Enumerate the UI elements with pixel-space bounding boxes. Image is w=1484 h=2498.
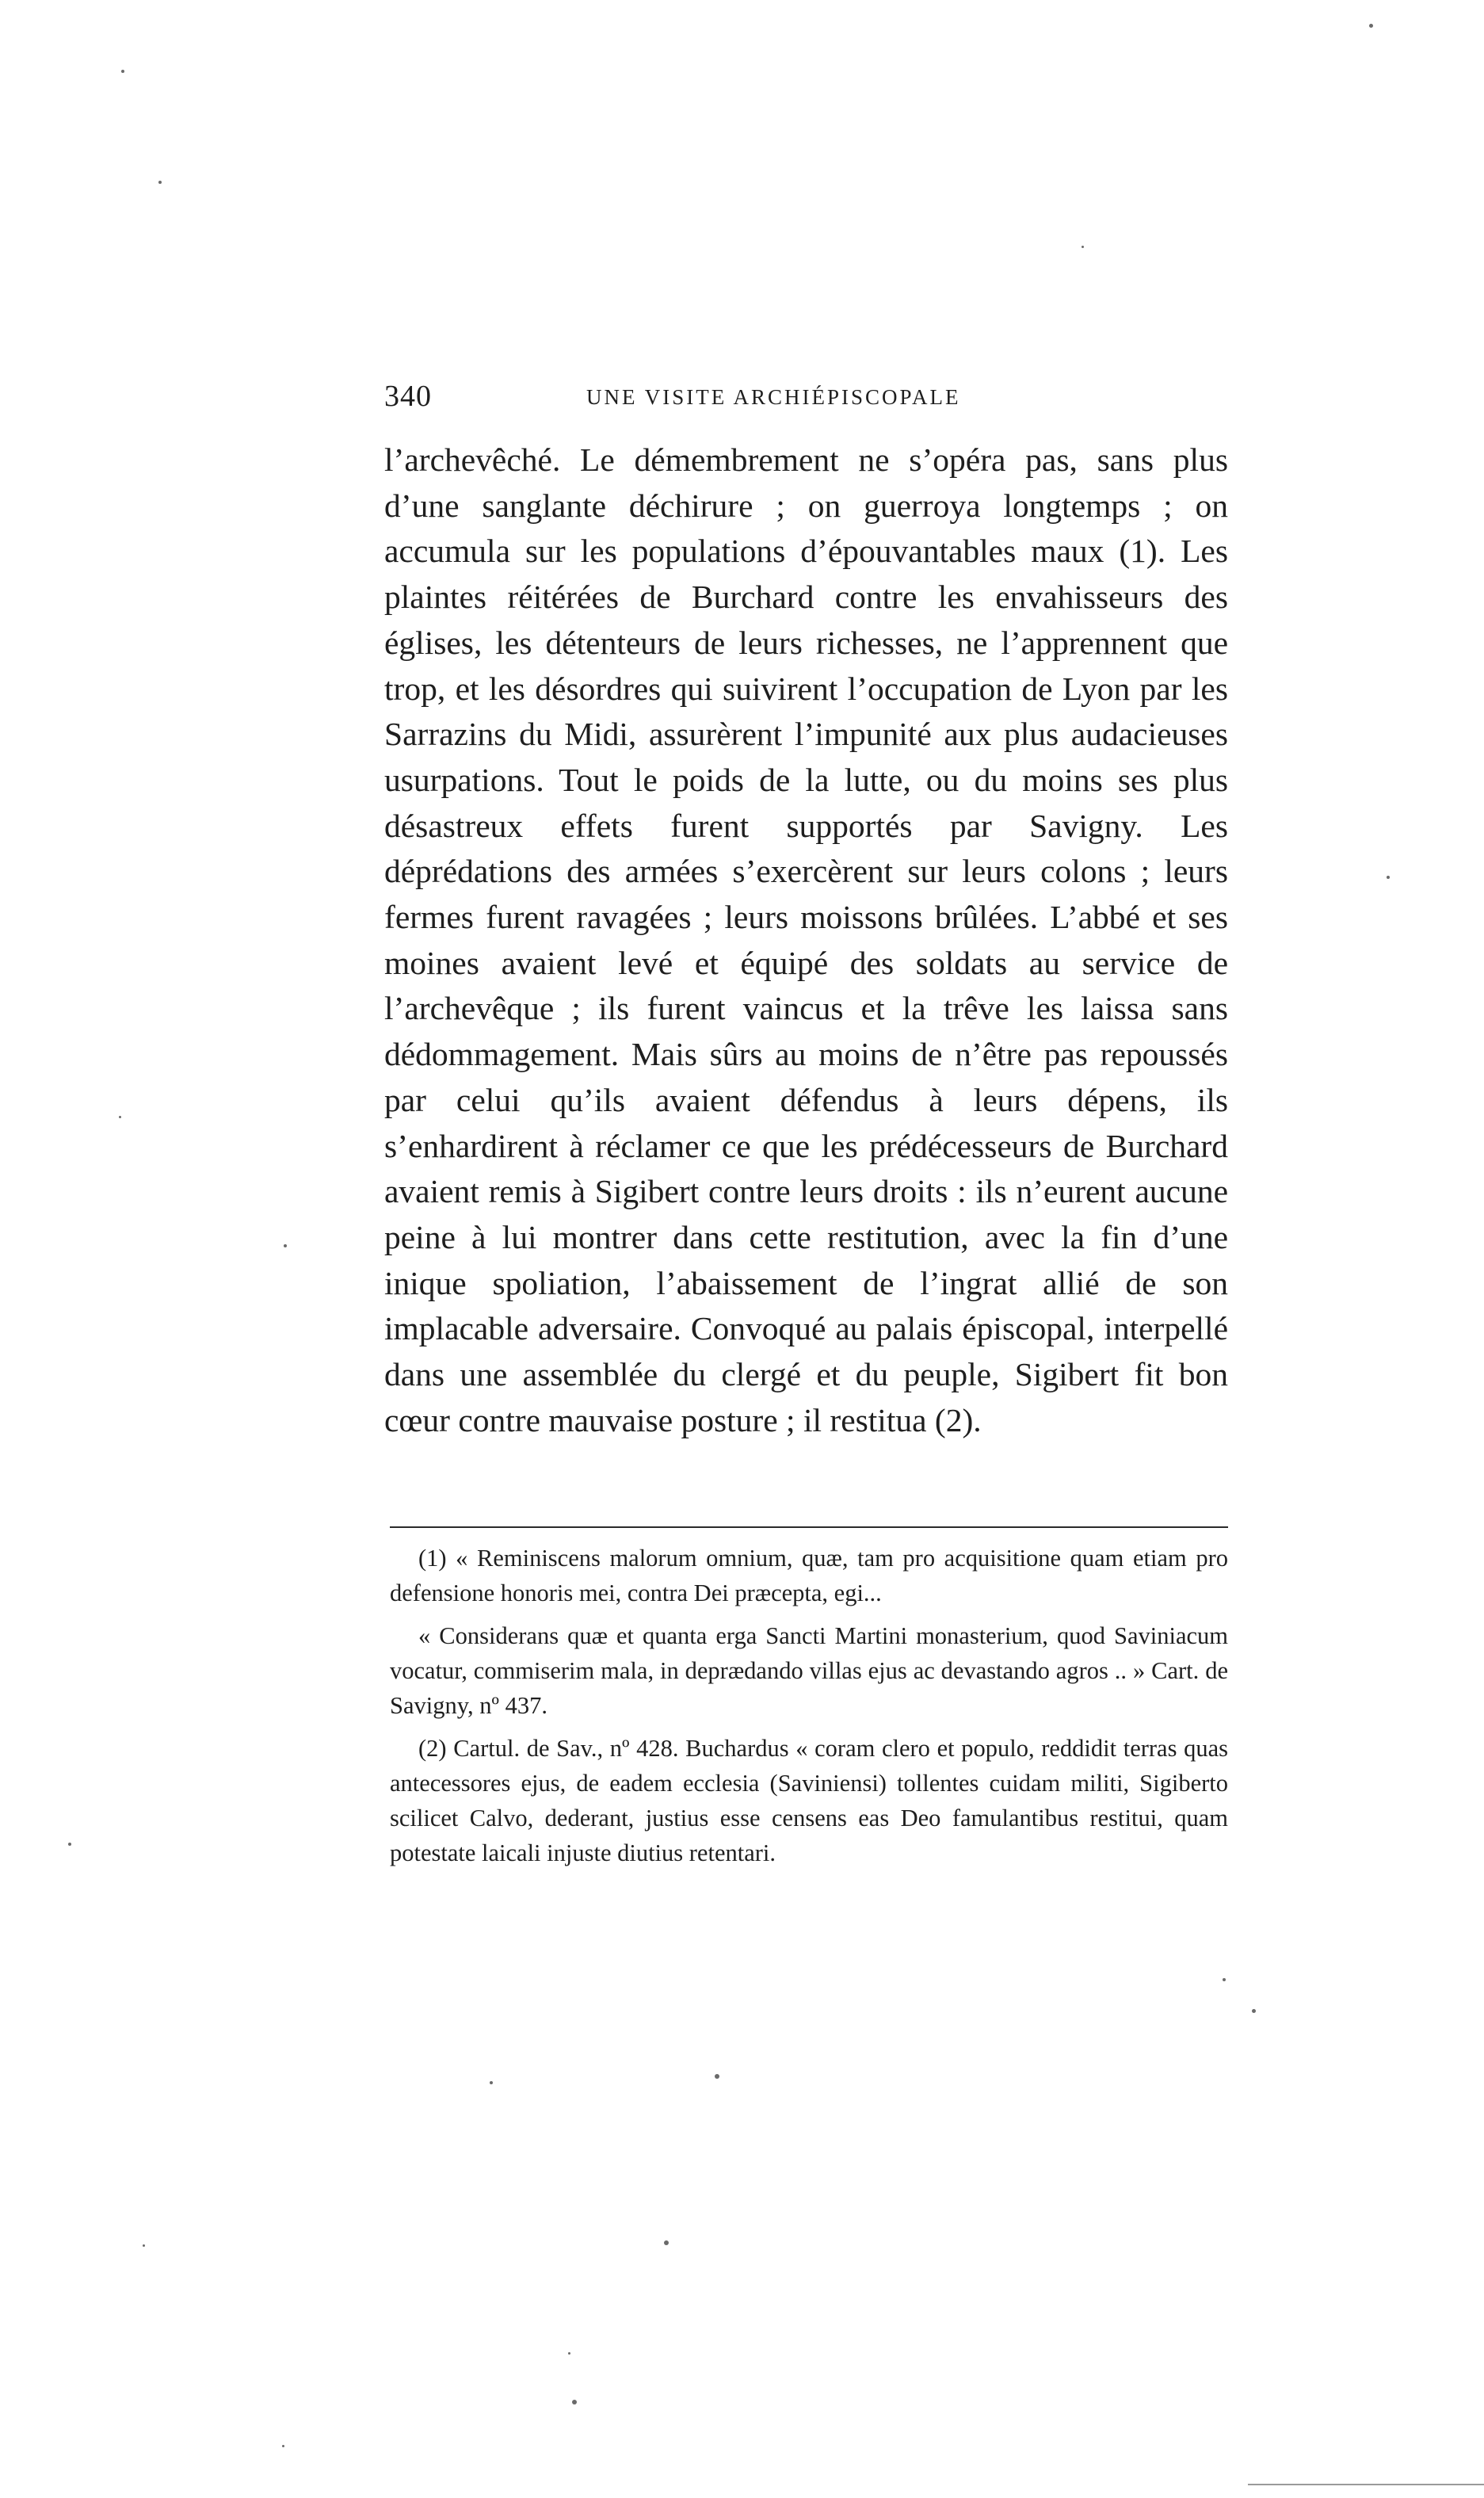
footnote-1-continued: « Considerans quæ et quanta erga Sancti Martini monasterium, quod Saviniacum vocatur, commiserim mala, in deprædando villas ejus ac devastando agros .. » Cart. de Savigny, nº 437. xyxy=(390,1622,1228,1719)
scan-speck xyxy=(1082,246,1084,248)
footnote-separator xyxy=(390,1526,1228,1528)
scan-speck xyxy=(284,1244,287,1247)
scan-speck xyxy=(119,1116,121,1118)
scan-speck xyxy=(715,2074,719,2079)
scan-speck xyxy=(572,2400,577,2404)
scan-speck xyxy=(282,2445,284,2447)
scan-speck xyxy=(1387,876,1390,879)
footnotes xyxy=(390,1541,1228,1878)
scan-speck xyxy=(1223,1978,1226,1981)
body-paragraph: l’archevêché. Le démembrement ne s’opéra pas, sans plus d’une sanglante déchirure ; on guerroya longtemps ; on accumula sur les populations d’épouvantables maux (1). Les plaintes réitérées de Burchard contre les envahisseurs des églises, les détenteurs de leurs richesses, ne l’apprennent que trop, et les désordres qui suivirent l’occupation de Lyon par les Sarrazins du Midi, assurèrent l’impunité aux plus audacieuses usurpations. Tout le poids de la lutte, ou du moins ses plus désastreux effets furent supportés par Savigny. Les déprédations des armées s’exercèrent sur leurs colons ; leurs fermes furent ravagées ; leurs moissons brûlées. L’abbé et ses moines avaient levé et équipé des soldats au service de l’archevêque ; ils furent vaincus et la trêve les laissa sans dédommagement. Mais sûrs au moins de n’être pas repoussés par celui qu’ils avaient défendus à leurs dépens, ils s’enhardirent à réclamer ce que les prédécesseurs de Burchard avaient remis à Sigibert contre leurs droits : ils n’eurent aucune peine à lui montrer dans cette restitution, avec la fin d’une inique spoliation, l’abaissement de l’ingrat allié de son implacable adversaire. Convoqué au palais épiscopal, interpellé dans une assemblée du clergé et du peuple, Sigibert fit bon cœur contre mauvaise posture ; il restitua (2). xyxy=(384,441,1228,1438)
scan-speck xyxy=(121,70,124,73)
scan-speck xyxy=(568,2352,570,2355)
running-title: UNE VISITE ARCHIÉPISCOPALE xyxy=(586,385,961,409)
scan-speck xyxy=(68,1843,71,1846)
footnote-2: (2) Cartul. de Sav., nº 428. Buchardus « coram clero et populo, reddidit terras quas antecessores ejus, de eadem ecclesia (Saviniensi) tollentes cuidam militi, Sigiberto scilicet Calvo, dederant, justius esse censens eas Deo famulantibus restitui, quam potestate laicali injuste diutius retentari. xyxy=(390,1735,1228,1866)
page-number: 340 xyxy=(384,380,432,413)
scan-speck xyxy=(158,181,162,184)
page-header xyxy=(384,379,1097,426)
scan-speck xyxy=(1252,2009,1256,2013)
scan-speck xyxy=(1369,24,1373,28)
scan-speck xyxy=(490,2081,493,2084)
scan-speck xyxy=(664,2240,669,2245)
scan-edge-line xyxy=(1248,2484,1484,2485)
footnote-1: (1) « Reminiscens malorum omnium, quæ, tam pro acquisitione quam etiam pro defensione honoris mei, contra Dei præcepta, egi... xyxy=(390,1545,1228,1606)
scan-speck xyxy=(143,2244,145,2247)
